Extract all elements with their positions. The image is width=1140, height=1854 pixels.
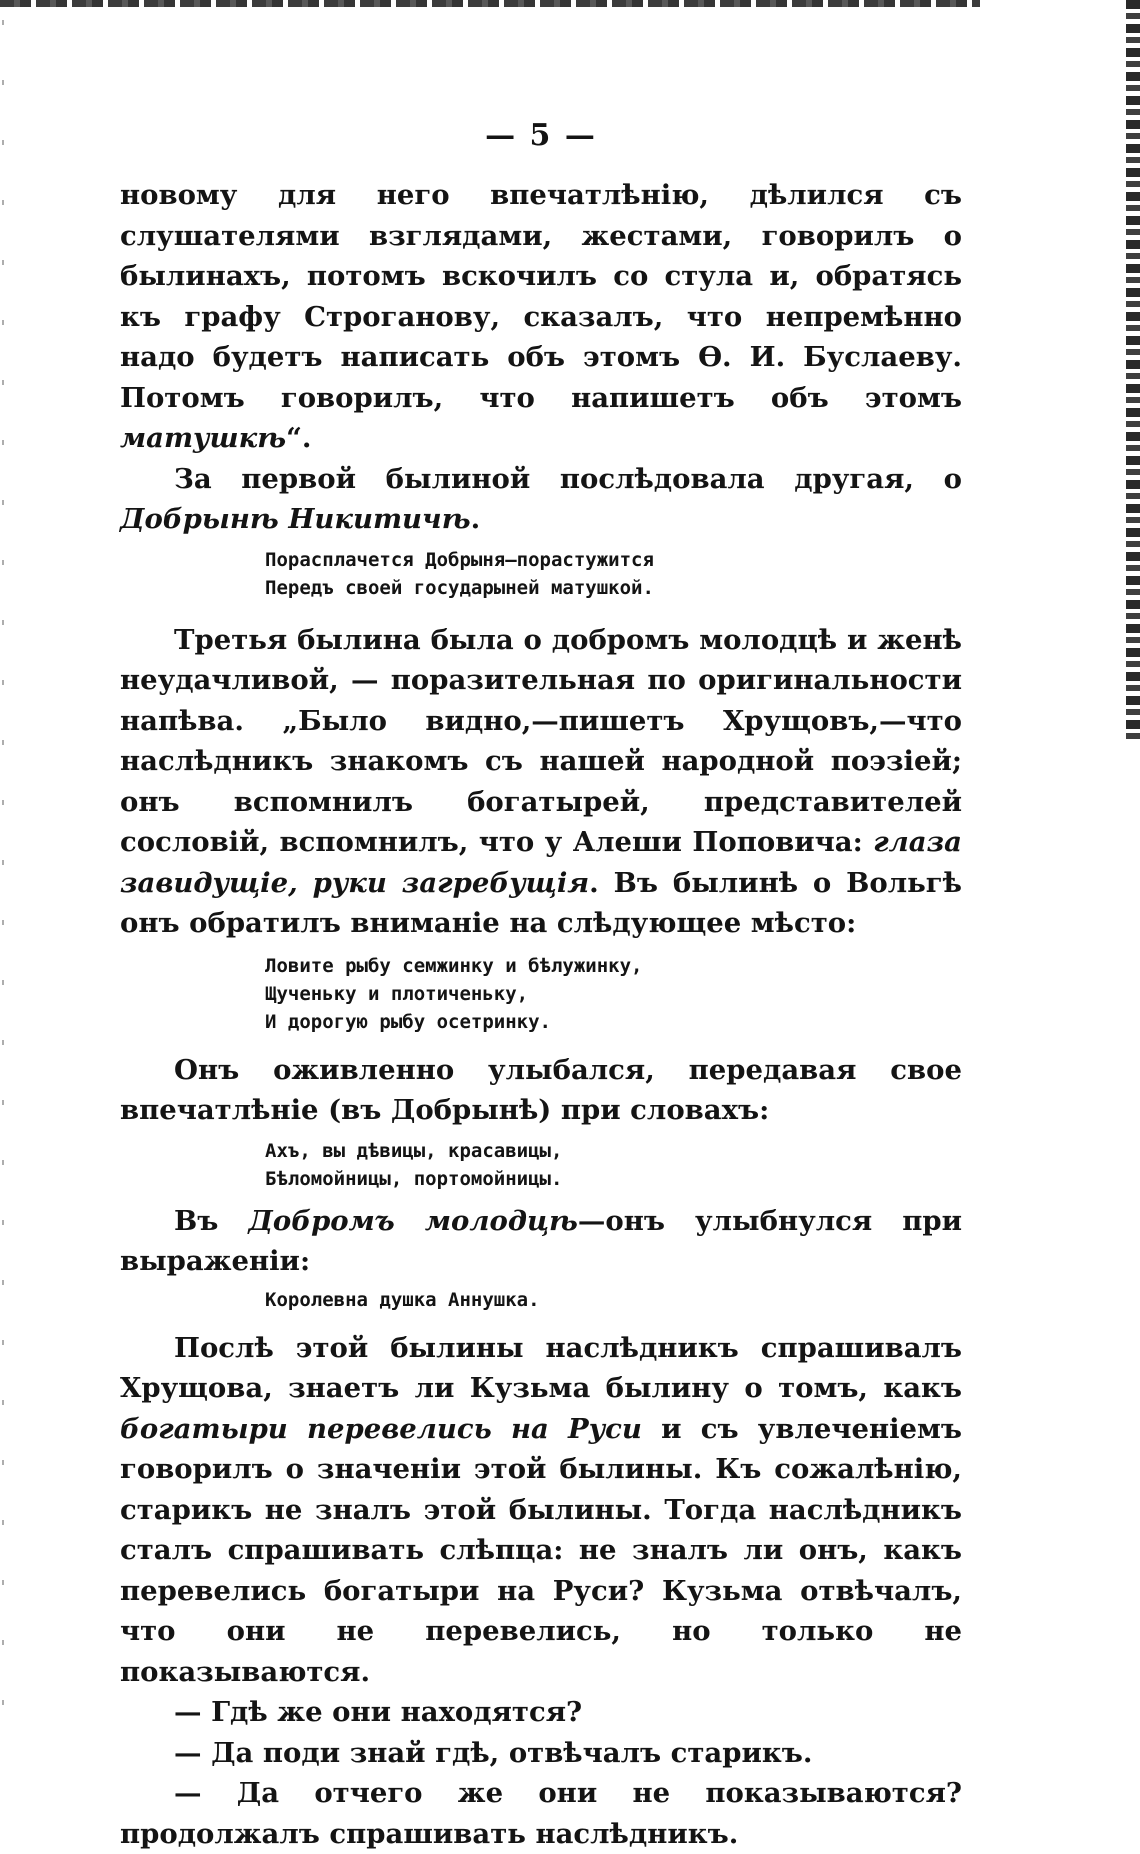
verse-line: Бѣломойницы, портомойницы. [265, 1167, 563, 1190]
verse-line: Ахъ, вы дѣвицы, красавицы, [265, 1139, 563, 1162]
italic-phrase: богатыри перевелись на Руси [120, 1412, 642, 1445]
dialogue-line-1: — Гдѣ же они находятся? [174, 1696, 583, 1728]
paragraph-5: Въ Добромъ молодцѣ—онъ улыбнулся при выраженіи: [120, 1204, 962, 1277]
page-number: — 5 — [485, 118, 597, 153]
dialogue-line-2: — Да поди знай гдѣ, отвѣчалъ старикъ. [174, 1736, 813, 1769]
italic-phrase: Добрынѣ Никитичѣ [120, 503, 471, 535]
italic-phrase: Добромъ молодцѣ [248, 1204, 578, 1237]
scan-border-right [1126, 0, 1140, 740]
paragraph-3: Третья былина была о добромъ молодцѣ и женѣ неудачливой, — поразительная по оригинальности напѣва. „Было видно,—пишетъ Хрущовъ,—что наслѣдникъ знакомъ съ нашей народной поэзіей; онъ вспомнилъ богатырей, представителей сословій, вспомнилъ, что у Алеши Поповича: глаза завидущіе, руки загребущія. Въ былинѣ о Вольгѣ онъ обратилъ вниманіе на слѣдующее мѣсто: [120, 623, 962, 939]
scan-border-left [2, 20, 4, 1720]
verse-quote-2 [265, 952, 962, 1036]
italic-phrase: матушкѣ [120, 422, 287, 454]
verse-line: Порасплачется Добрыня—порастужится [265, 548, 654, 571]
italic-phrase: глаза завидущіе, руки загребущія [120, 826, 962, 899]
verse-quote-4 [265, 1286, 962, 1314]
verse-line: И дорогую рыбу осетринку. [265, 1010, 551, 1033]
paragraph-1: новому для него впечатлѣнію, дѣлился съ слушателями взглядами, жестами, говорилъ о былинахъ, потомъ вскочилъ со стула и, обратясь къ графу Строганову, сказалъ, что непремѣнно надо будетъ написать объ этомъ Ѳ. И. Буслаеву. Потомъ говорилъ, что напишетъ объ этомъ матушкѣ“. [120, 179, 962, 454]
book-page [120, 118, 962, 1854]
verse-line: Щученьку и плотиченьку, [265, 982, 529, 1005]
verse-line: Передъ своей государыней матушкой. [265, 576, 654, 599]
verse-quote-3 [265, 1137, 962, 1193]
paragraph-6: Послѣ этой былины наслѣдникъ спрашивалъ Хрущова, знаетъ ли Кузьма былину о томъ, какъ богатыри перевелись на Руси и съ увлеченіемъ говорилъ о значеніи этой былины. Къ сожалѣнію, старикъ не зналъ этой былины. Тогда наслѣдникъ сталъ спрашивать слѣпца: не зналъ ли онъ, какъ перевелись богатыри на Руси? Кузьма отвѣчалъ, что они не перевелись, но только не показываются. [120, 1331, 963, 1688]
verse-line: Королевна душка Аннушка. [265, 1288, 540, 1311]
verse-quote-1 [265, 546, 962, 602]
paragraph-2: За первой былиной послѣдовала другая, о Добрынѣ Никитичѣ. [120, 462, 962, 535]
scan-border-top [0, 0, 980, 7]
dialogue-line-3: — Да отчего же они не показываются? продолжалъ спрашивать наслѣдникъ. [120, 1777, 962, 1850]
verse-line: Ловите рыбу семжинку и бѣлужинку, [265, 954, 643, 977]
paragraph-4: Онъ оживленно улыбался, передавая свое впечатлѣніе (въ Добрынѣ) при словахъ: [120, 1053, 962, 1126]
